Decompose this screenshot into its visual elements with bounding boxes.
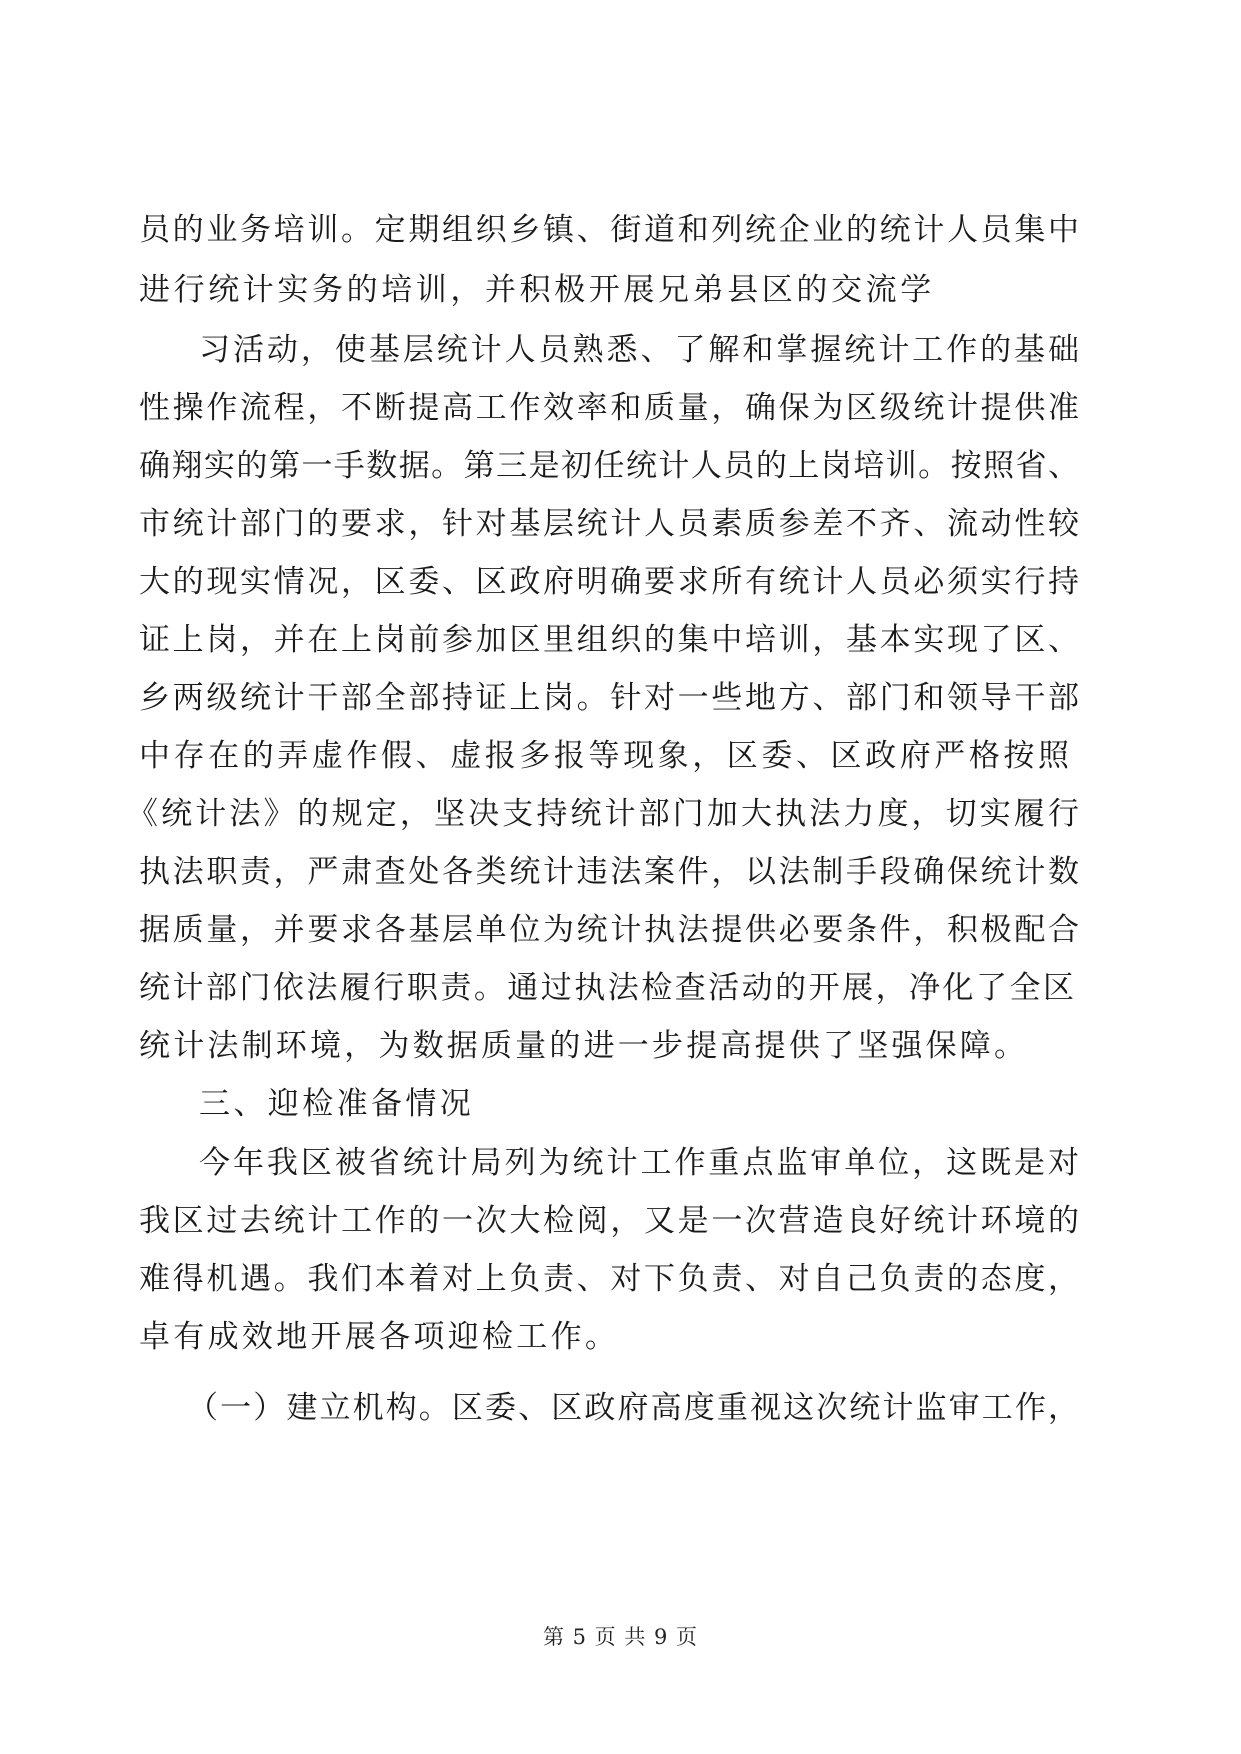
body-text-line: 统计部门依法履行职责。通过执法检查活动的开展，净化了全区 xyxy=(139,970,1074,1006)
body-text-line: 据质量，并要求各基层单位为统计执法提供必要条件，积极配合 xyxy=(139,912,1079,948)
body-text-line: 执法职责，严肃查处各类统计违法案件，以法制手段确保统计数 xyxy=(139,854,1079,890)
body-text-line: 今年我区被省统计局列为统计工作重点监审单位，这既是对 xyxy=(199,1145,1079,1181)
body-text-line: 确翔实的第一手数据。第三是初任统计人员的上岗培训。按照省、 xyxy=(139,448,1079,484)
body-text-line: 证上岗，并在上岗前参加区里组织的集中培训，基本实现了区、 xyxy=(139,622,1079,658)
body-text-line: 中存在的弄虚作假、虚报多报等现象，区委、区政府严格按照 xyxy=(139,738,1069,774)
body-text-line: 难得机遇。我们本着对上负责、对下负责、对自己负责的态度， xyxy=(139,1261,1079,1297)
page-number: 第 5 页 共 9 页 xyxy=(542,1625,699,1649)
body-text-line: 市统计部门的要求，针对基层统计人员素质参差不齐、流动性较 xyxy=(139,506,1079,542)
body-text-line: 大的现实情况，区委、区政府明确要求所有统计人员必须实行持 xyxy=(139,564,1079,600)
body-text-line: 员的业务培训。定期组织乡镇、街道和列统企业的统计人员集中 xyxy=(139,212,1079,248)
body-text-line: 卓有成效地开展各项迎检工作。 xyxy=(139,1319,620,1355)
body-text-line: 进行统计实务的培训，并积极开展兄弟县区的交流学 xyxy=(139,272,935,308)
body-text-line: 乡两级统计干部全部持证上岗。针对一些地方、部门和领导干部 xyxy=(139,680,1079,716)
subsection-heading-line: （一）建立机构。区委、区政府高度重视这次统计监审工作， xyxy=(187,1390,1079,1426)
section-heading: 三、迎检准备情况 xyxy=(199,1086,475,1122)
body-text-line: 《统计法》的规定，坚决支持统计部门加大执法力度，切实履行 xyxy=(127,796,1079,832)
body-text-line: 习活动，使基层统计人员熟悉、了解和掌握统计工作的基础 xyxy=(199,332,1079,368)
body-text-line: 我区过去统计工作的一次大检阅，又是一次营造良好统计环境的 xyxy=(139,1203,1079,1239)
body-text-line: 统计法制环境，为数据质量的进一步提高提供了坚强保障。 xyxy=(139,1028,1029,1064)
body-text-line: 性操作流程，不断提高工作效率和质量，确保为区级统计提供准 xyxy=(139,390,1079,426)
